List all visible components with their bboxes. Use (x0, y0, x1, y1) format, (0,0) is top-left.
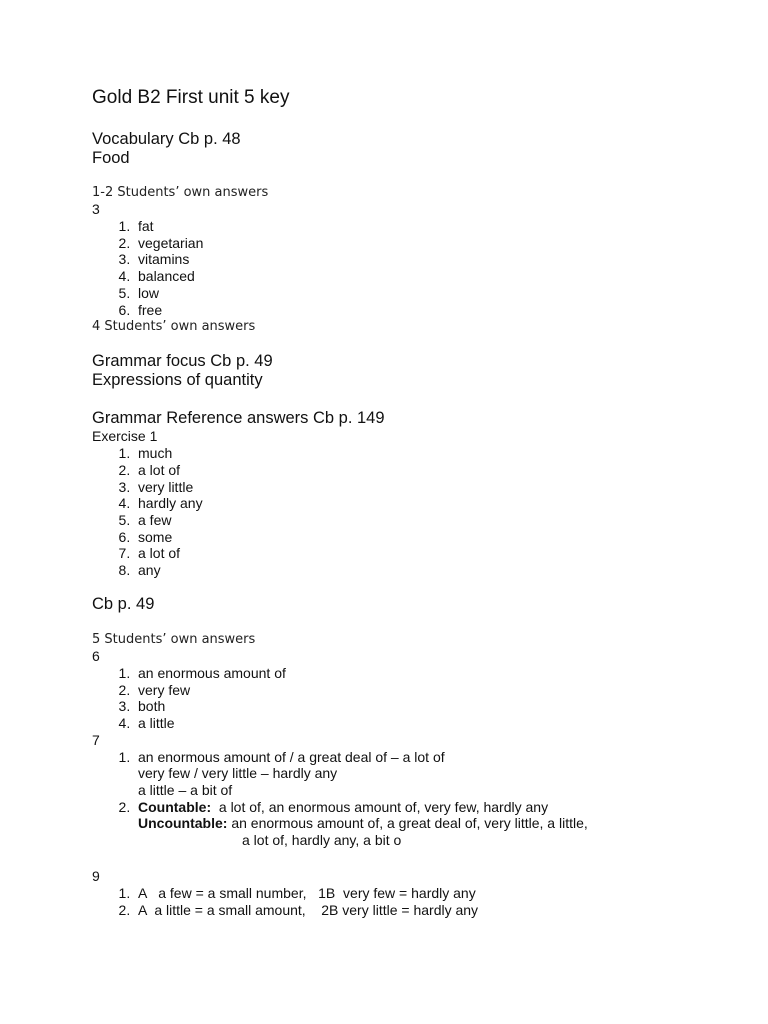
vocab-heading: Vocabulary Cb p. 48 (92, 130, 241, 148)
vocab-subheading: Food (92, 149, 130, 167)
document-title: Gold B2 First unit 5 key (92, 87, 290, 108)
list-item: 2. A a little = a small amount, 2B very little = hardly any (118, 901, 479, 918)
exercise-3-list (92, 218, 732, 318)
list-item: 2. vegetarian (118, 234, 204, 251)
exercise-7-item-1-line-2: very few / very little – hardly any (138, 765, 338, 782)
list-item: 8. any (118, 562, 161, 579)
list-item: 6. free (118, 301, 163, 318)
list-item: 2. very few (118, 681, 191, 698)
exercise-7-list-2 (92, 799, 732, 816)
list-item: 1. much (118, 445, 173, 462)
vocab-note-1-2: 1-2 Students’ own answers (92, 185, 269, 200)
countable-text: a lot of, an enormous amount of, very few, hardly any (211, 798, 549, 815)
exercise-9-label: 9 (92, 867, 100, 884)
list-item: 3. very little (118, 478, 194, 495)
cb49-note-5: 5 Students’ own answers (92, 631, 256, 647)
list-item: 4. hardly any (118, 495, 203, 512)
list-item: 4. a little (118, 714, 175, 731)
grammar-heading: Grammar focus Cb p. 49 (92, 352, 273, 371)
grammar-subheading: Expressions of quantity (92, 371, 263, 390)
list-item: 4. balanced (118, 268, 195, 285)
list-item: 2. Countable: a lot of, an enormous amount of, very few, hardly any (118, 798, 549, 815)
exercise-9-list (92, 885, 732, 918)
uncountable-label: Uncountable: (138, 815, 228, 832)
countable-label: Countable: (138, 798, 212, 815)
list-item: 3. vitamins (118, 251, 190, 268)
answer-key-document (92, 86, 732, 918)
uncountable-line (92, 815, 732, 832)
list-item: 2. a lot of (118, 461, 181, 478)
list-item: 5. low (118, 284, 160, 301)
exercise-1-label: Exercise 1 (92, 428, 158, 445)
exercise-7-list (92, 749, 732, 766)
exercise-1-list (92, 445, 732, 579)
list-item: 1. A a few = a small number, 1B very few = hardly any (118, 884, 476, 901)
exercise-7-item-1-line-3: a little – a bit of (138, 782, 233, 799)
exercise-6-list (92, 665, 732, 732)
cb49-heading: Cb p. 49 (92, 594, 155, 613)
uncountable-text: an enormous amount of, a great deal of, very little, a little, (227, 815, 588, 832)
list-item: 3. both (118, 698, 166, 715)
list-item: 7. a lot of (118, 545, 181, 562)
list-item: 1. an enormous amount of / a great deal of – a lot of (118, 748, 445, 765)
exercise-3-label: 3 (92, 201, 100, 217)
list-item: 1. an enormous amount of (118, 664, 286, 681)
uncountable-line-2: a lot of, hardly any, a bit o (242, 832, 402, 849)
list-item: 6. some (118, 528, 173, 545)
list-item: 1. fat (118, 218, 154, 234)
exercise-6-label: 6 (92, 647, 100, 664)
exercise-7-label: 7 (92, 731, 100, 748)
vocab-note-4: 4 Students’ own answers (92, 319, 256, 335)
list-item: 5. a few (118, 512, 172, 529)
reference-heading: Grammar Reference answers Cb p. 149 (92, 409, 385, 428)
